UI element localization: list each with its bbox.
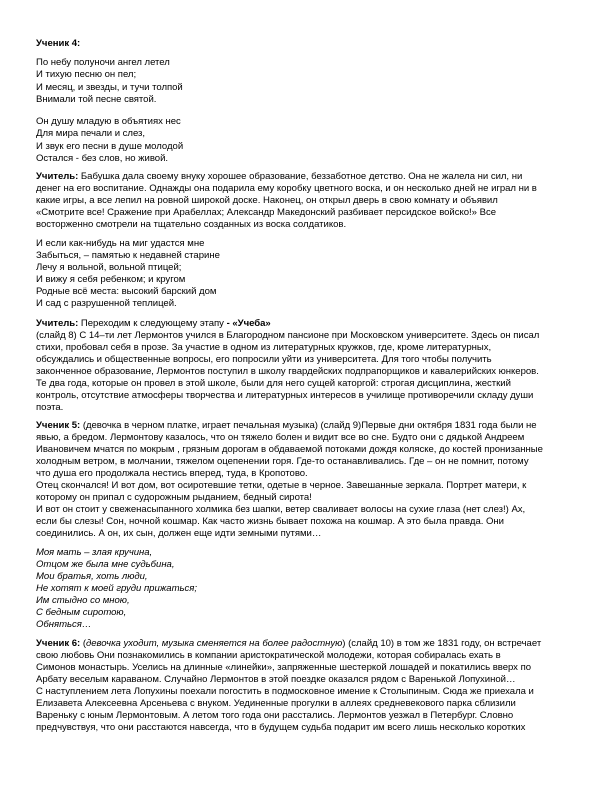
text-line	[36, 619, 584, 631]
text-segment: С бедным сиротою,	[36, 607, 127, 618]
text-segment: И вот он стоит у свеженасыпанного холмика без шапки, ветер сваливает волосы на сухие глаза (нет слез!) Ах,	[36, 504, 526, 515]
text-segment: Он душу младую в объятиях нес	[36, 116, 181, 127]
text-segment: Отец скончался! И вот дом, вот осиротевшие тетки, одетые в черное. Завешанные зеркала. Портрет матери, к	[36, 480, 527, 491]
text-segment: Моя мать – злая кручина,	[36, 547, 153, 558]
text-line	[36, 286, 584, 298]
text-segment: если бы слезы! Сон, ночной кошмар. Как часто жизнь бывает похожа на кошмар. А это была правда. Они	[36, 516, 504, 527]
text-segment: Не хотят к моей груди прижаться;	[36, 583, 197, 594]
text-segment: И звук его песни в душе молодой	[36, 141, 184, 152]
text-line	[36, 354, 584, 366]
text-line	[36, 207, 584, 219]
text-line	[36, 710, 584, 722]
text-line	[36, 128, 584, 140]
text-segment: Лечу я вольной, вольной птицей;	[36, 262, 182, 273]
text-line	[36, 583, 584, 595]
text-segment: которому он припал с судорожным рыданием, бедный сирота!	[36, 492, 312, 503]
text-segment: И тихую песню он пел;	[36, 69, 137, 80]
text-line	[36, 504, 584, 516]
text-segment: обсуждались и общественные вопросы, его попросили уйти из университета. Для того чтобы получить	[36, 354, 492, 365]
text-segment: Родные всё места: высокий барский дом	[36, 286, 217, 297]
text-segment: восторженно смотрели на тщательно созданных из воска солдатиков.	[36, 219, 347, 230]
text-segment: что душа его продолжала нестись вперед, туда, в Кропотово.	[36, 468, 308, 479]
text-segment: Симонов монастырь. Уселись на длинные «линейки», запряженные шестеркой лошадей и покатились вверх по	[36, 662, 532, 673]
text-line	[36, 559, 584, 571]
text-line	[36, 330, 584, 342]
text-line	[36, 262, 584, 274]
text-line	[36, 171, 584, 183]
text-line	[36, 516, 584, 528]
text-segment: Мои братья, хоть люди,	[36, 571, 148, 582]
text-line	[36, 650, 584, 662]
text-line	[36, 480, 584, 492]
text-segment: Отцом же была мне судьбина,	[36, 559, 175, 570]
text-segment: Ученик 6:	[36, 638, 83, 649]
text-segment: По небу полуночи ангел летел	[36, 57, 170, 68]
text-segment: Остался - без слов, но живой.	[36, 153, 169, 164]
text-line	[36, 94, 584, 106]
text-line	[36, 69, 584, 81]
text-segment: законченное образование, Лермонтов поступил в школу гвардейских подпрапорщиков и кавалерийских юнкеров.	[36, 366, 539, 377]
text-line	[36, 468, 584, 480]
text-segment: Учитель:	[36, 318, 81, 329]
text-segment: - «Учеба»	[226, 318, 271, 329]
text-line	[36, 318, 584, 330]
text-line	[36, 366, 584, 378]
text-line	[36, 662, 584, 674]
text-line	[36, 432, 584, 444]
text-line	[36, 674, 584, 686]
text-line	[36, 698, 584, 710]
text-line	[36, 492, 584, 504]
text-line	[36, 420, 584, 432]
text-segment: Вареньку с юным Лермонтовым. А летом того года они расстались. Лермонтов уезжал в Петербург. Словно	[36, 710, 514, 721]
text-segment: Им стыдно со мною,	[36, 595, 130, 606]
text-line	[36, 722, 584, 734]
text-segment: поэта.	[36, 402, 64, 413]
text-segment: (девочка в черном платке, играет печальная музыка) (слайд 9)Первые дни октября 1831 года были не	[82, 420, 537, 431]
text-line	[36, 528, 584, 540]
text-segment: денег на его воспитание. Однажды она подарила ему коробку цветного воска, и он несколько дней не играл ни в	[36, 183, 537, 194]
text-segment: Для мира печали и слез,	[36, 128, 146, 139]
text-segment: «Смотрите все! Сражение при Арабеллах; Александр Македонский разбивает персидское войско!» Все	[36, 207, 496, 218]
text-segment: С наступлением лета Лопухины поехали погостить в подмосковное имение к Столыпиным. Сюда же приехала и	[36, 686, 534, 697]
text-line	[36, 116, 584, 128]
text-segment: И вижу я себя ребенком; и кругом	[36, 274, 186, 285]
text-segment: стихи, пробовал себя в прозе. За участие в одном из литературных кружков, где, кроме литературных,	[36, 342, 492, 353]
text-segment: соединились. А он, их сын, должен еще идти земными путями…	[36, 528, 322, 539]
text-line	[36, 82, 584, 94]
text-segment: Забыться, – памятью к недавней старине	[36, 250, 220, 261]
text-line	[36, 38, 584, 50]
text-line	[36, 195, 584, 207]
text-segment: Ученик 5:	[36, 420, 83, 431]
text-line	[36, 378, 584, 390]
text-line	[36, 638, 584, 650]
text-segment: Ивановичем мчатся по мокрым , грязным дорогам в обдаваемой потоками дождя коляске, до костей пронизанные	[36, 444, 543, 455]
text-segment: контроль, отсутствие атмосферы творчества и литературных интересов в училище противоречили складу души	[36, 390, 534, 401]
text-segment: Бабушка дала своему внуку хорошее образование, беззаботное детство. Она не жалела ни сил, ни	[80, 171, 523, 182]
text-line	[36, 141, 584, 153]
text-line	[36, 298, 584, 310]
text-line	[36, 444, 584, 456]
text-segment: Учитель:	[36, 171, 81, 182]
text-segment: ) (слайд 10) в том же 1831 году, он встречает	[342, 638, 542, 649]
text-line	[36, 547, 584, 559]
text-segment: свою любовь Они познакомились в компании аристократической молодежи, которая собиралась ехать в	[36, 650, 501, 661]
text-line	[36, 219, 584, 231]
text-segment: Арбату веселым караваном. Случайно Лермонтов в этой поездке оказался рядом с Варенькой Лопухиной…	[36, 674, 516, 685]
text-segment: девочка уходит, музыка сменяется на более радостную	[85, 638, 343, 649]
text-segment: Внимали той песне святой.	[36, 94, 157, 105]
text-line	[36, 153, 584, 165]
text-segment: (	[82, 638, 86, 649]
text-line	[36, 402, 584, 414]
text-segment: Ученик 4:	[36, 38, 81, 49]
text-line	[36, 571, 584, 583]
text-segment: Обняться…	[36, 619, 92, 630]
text-segment: Переходим к следующему этапу	[80, 318, 227, 329]
text-segment: И месяц, и звезды, и тучи толпой	[36, 82, 183, 93]
text-segment: Елизавета Алексеевна Арсеньева с внуком. Уединенные прогулки в аллеях средневекового парка сблизили	[36, 698, 516, 709]
text-line	[36, 607, 584, 619]
text-line	[36, 238, 584, 250]
text-segment: Те два года, которые он провел в этой школе, были для него сущей каторгой: строгая дисциплина, жесткий	[36, 378, 511, 389]
text-line	[36, 686, 584, 698]
text-segment: И если как-нибудь на миг удастся мне	[36, 238, 205, 249]
text-line	[36, 274, 584, 286]
text-line	[36, 250, 584, 262]
text-line	[36, 342, 584, 354]
text-segment: И сад с разрушенной теплицей.	[36, 298, 177, 309]
text-line	[36, 595, 584, 607]
text-segment: (слайд 8) С 14–ти лет Лермонтов учился в Благородном пансионе при Московском университете. Здесь он писал	[36, 330, 540, 341]
text-segment: явью, а бредом. Лермонтову казалось, что он тяжело болен и видит все во сне. Будто они с дядькой Андреем	[36, 432, 525, 443]
text-line	[36, 390, 584, 402]
text-segment: холодным ветром, в молчании, тяжелом оцепенении горя. Где-то останавливались. Где – он не помнит, потому	[36, 456, 529, 467]
text-line	[36, 456, 584, 468]
text-line	[36, 183, 584, 195]
text-segment: какие игры, а все лепил на ровной широкой доске. Наконец, он открыл дверь в свою комнату и объявил	[36, 195, 498, 206]
text-segment: предчувствуя, что они расстаются навсегда, что в будущем судьба подарит им всего лишь несколько коротких	[36, 722, 526, 733]
text-line	[36, 57, 584, 69]
